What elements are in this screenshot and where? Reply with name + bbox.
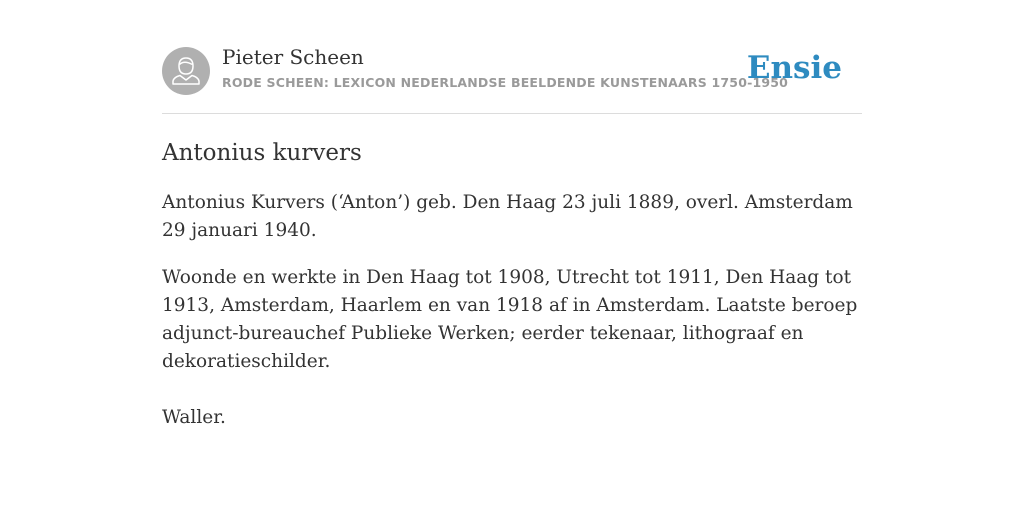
- paragraph-career: Woonde en werkte in Den Haag tot 1908, Utrecht tot 1911, Den Haag tot 1913, Amsterdam, Haarlem en van 1918 af in Amsterdam. Laatste beroep adjunct-bureauchef Publieke Werken; eerder tekenaar, lithograaf en dekoratieschilder.: [162, 267, 858, 372]
- entry-header: [162, 40, 862, 114]
- user-silhouette-icon: [162, 47, 210, 95]
- author-avatar[interactable]: [162, 47, 210, 95]
- source-title[interactable]: RODE SCHEEN: LEXICON NEDERLANDSE BEELDENDE KUNSTENAARS 1750-1950: [222, 75, 789, 90]
- author-name[interactable]: Pieter Scheen: [222, 45, 364, 69]
- paragraph-reference: Waller.: [162, 407, 226, 428]
- ensie-logo[interactable]: Ensie: [746, 50, 842, 86]
- entry-title: Antonius kurvers: [162, 140, 362, 166]
- entry-card: [162, 40, 862, 432]
- paragraph-biography: Antonius Kurvers (‘Anton’) geb. Den Haag 23 juli 1889, overl. Amsterdam 29 januari 1940.: [162, 192, 853, 241]
